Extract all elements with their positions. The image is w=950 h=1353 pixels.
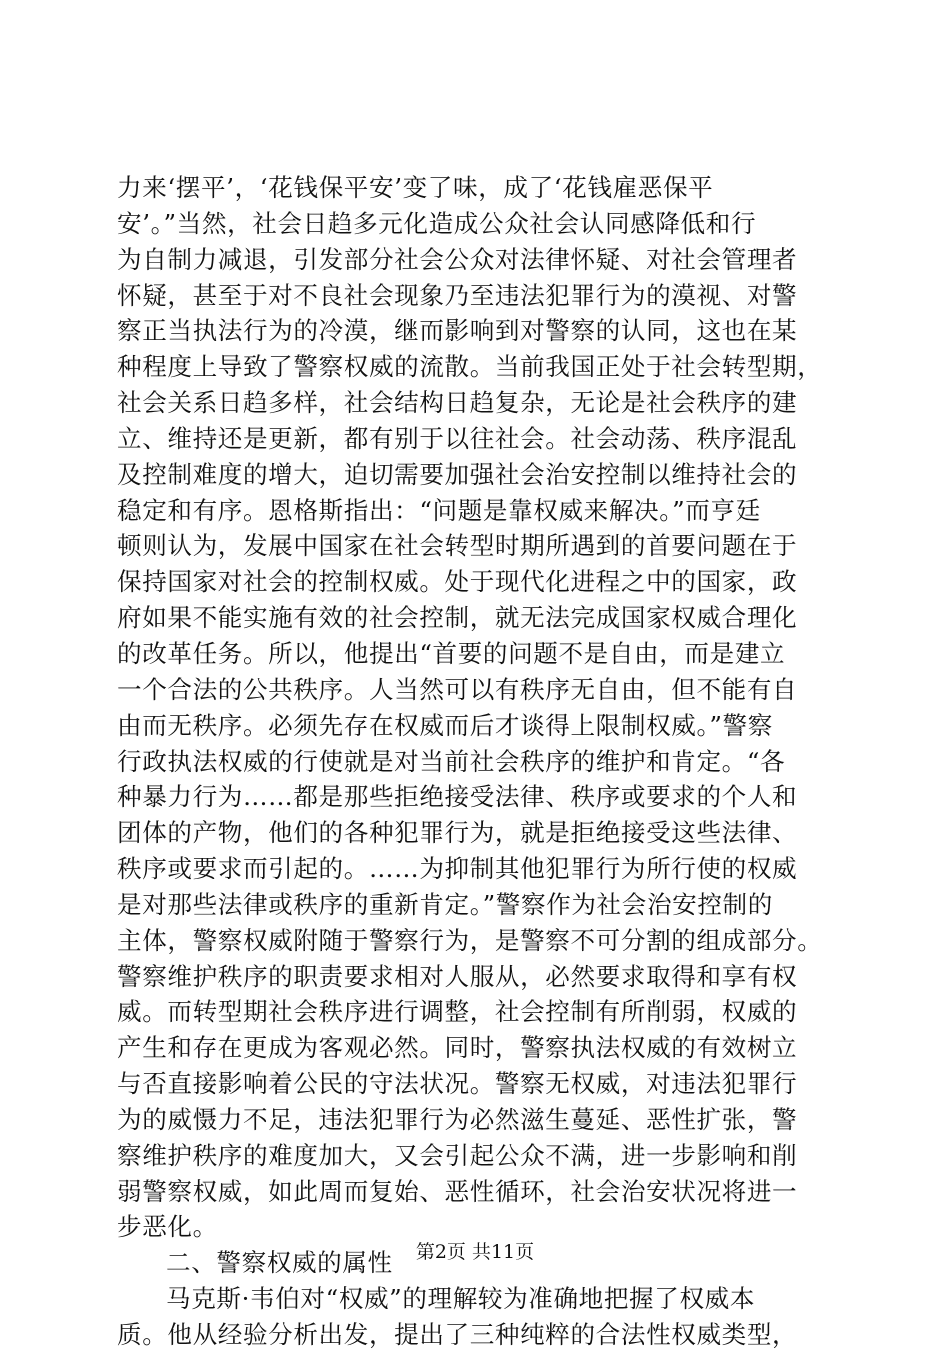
text-line: 行政执法权威的行使就是对当前社会秩序的维护和肯定。“各 xyxy=(117,746,786,776)
text-line: 主体，警察权威附随于警察行为，是警察不可分割的组成部分。 xyxy=(117,925,823,955)
text-line: 为自制力减退，引发部分社会公众对法律怀疑、对社会管理者 xyxy=(117,244,798,274)
text-line: 社会关系日趋多样，社会结构日趋复杂，无论是社会秩序的建 xyxy=(117,388,798,418)
text-line: 顿则认为，发展中国家在社会转型时期所遇到的首要问题在于 xyxy=(117,531,798,561)
text-line: 为的威慑力不足，违法犯罪行为必然滋生蔓延、恶性扩张，警 xyxy=(117,1104,798,1134)
text-line: 由而无秩序。必须先存在权威而后才谈得上限制权威。”警察 xyxy=(117,710,773,740)
text-line: 种程度上导致了警察权威的流散。当前我国正处于社会转型期， xyxy=(117,352,823,382)
body-text xyxy=(117,170,829,1353)
text-line: 怀疑，甚至于对不良社会现象乃至违法犯罪行为的漠视、对警 xyxy=(117,280,798,310)
text-line: 安’。”当然，社会日趋多元化造成公众社会认同感降低和行 xyxy=(117,208,757,238)
text-line: 察正当执法行为的冷漠，继而影响到对警察的认同，这也在某 xyxy=(117,316,798,346)
text-line: 步恶化。 xyxy=(117,1212,218,1242)
text-line: 察维护秩序的难度加大，又会引起公众不满，进一步影响和削 xyxy=(117,1140,798,1170)
text-line: 府如果不能实施有效的社会控制，就无法完成国家权威合理化 xyxy=(117,603,798,633)
text-line: 保持国家对社会的控制权威。处于现代化进程之中的国家，政 xyxy=(117,567,798,597)
paragraph-2 xyxy=(117,1281,829,1353)
text-line: 一个合法的公共秩序。人当然可以有秩序无自由，但不能有自 xyxy=(117,674,798,704)
text-line: 产生和存在更成为客观必然。同时，警察执法权威的有效树立 xyxy=(117,1033,798,1063)
page-footer: 第2页 共11页 xyxy=(415,1241,535,1263)
text-line: 的改革任务。所以，他提出“首要的问题不是自由，而是建立 xyxy=(117,638,786,668)
text-line: 秩序或要求而引起的。……为抑制其他犯罪行为所行使的权威 xyxy=(117,854,798,884)
text-line: 警察维护秩序的职责要求相对人服从，必然要求取得和享有权 xyxy=(117,961,798,991)
text-line: 力来‘摆平’，‘花钱保平安’变了味，成了‘花钱雇恶保平 xyxy=(117,173,714,202)
text-line: 立、维持还是更新，都有别于以往社会。社会动荡、秩序混乱 xyxy=(117,423,798,453)
text-line: 及控制难度的增大，迫切需要加强社会治安控制以维持社会的 xyxy=(117,459,798,489)
text-line: 弱警察权威，如此周而复始、恶性循环，社会治安状况将进一 xyxy=(117,1176,798,1206)
text-line: 种暴力行为……都是那些拒绝接受法律、秩序或要求的个人和 xyxy=(117,782,798,812)
text-line: 威。而转型期社会秩序进行调整，社会控制有所削弱，权威的 xyxy=(117,997,798,1027)
text-line: 与否直接影响着公民的守法状况。警察无权威，对违法犯罪行 xyxy=(117,1069,798,1099)
text-line: 团体的产物，他们的各种犯罪行为，就是拒绝接受这些法律、 xyxy=(117,818,798,848)
text-line: 马克斯·韦伯对“权威”的理解较为准确地把握了权威本 xyxy=(166,1284,756,1314)
text-line: 质。他从经验分析出发，提出了三种纯粹的合法性权威类型， xyxy=(117,1320,798,1349)
paragraph-1 xyxy=(117,170,829,1245)
text-line: 是对那些法律或秩序的重新肯定。”警察作为社会治安控制的 xyxy=(117,889,773,919)
text-line: 二、警察权威的属性 xyxy=(166,1248,393,1278)
text-line: 稳定和有序。恩格斯指出：“问题是靠权威来解决。”而亨廷 xyxy=(117,495,761,525)
